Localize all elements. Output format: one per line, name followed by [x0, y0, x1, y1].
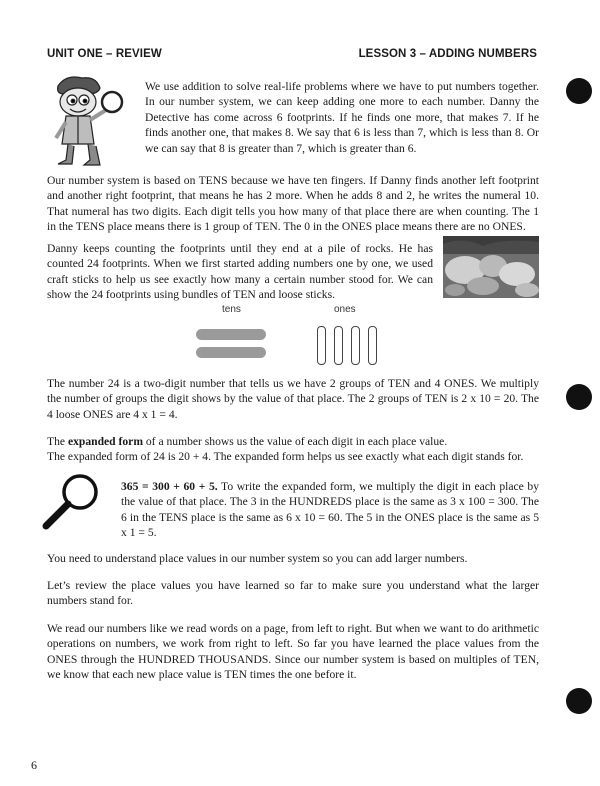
intro-paragraph: We use addition to solve real-life problems where we have to put numbers together. In our number system, we can keep adding one more to each number. Danny the Detective has come across 6 footprints. If he finds one more, that makes 7. If he finds another one, that makes 8. We say that 6 is less than 7, which is less than 8. Or we can say that 8 is greater than 7, which is greater than 6. [145, 80, 539, 155]
rocks-photo [443, 236, 539, 298]
binder-hole [566, 384, 592, 410]
tens-label: tens [222, 304, 241, 315]
ten-bundle [196, 329, 266, 340]
tens-paragraph: Our number system is based on TENS because we have ten fingers. If Danny finds another left footprint and another right footprint, that means he has 2 more. When he adds 8 and 2, he writes the numeral 10. That numeral has two digits. Each digit tells you how many of that place there are when counting. The 1 in the TENS place means there is 1 group of TEN. The 0 in the ONES place means there are no ONES. [47, 174, 539, 234]
text-span: To write the expanded form, we multiply the digit in each place by the value of that place. The 3 in the HUNDREDS place is the same as 3 x 100 = 300. The 6 in the TENS place is the same as 6 x 10 = 60. The 5 in the ONES place is the same as 5 x 1 = 5. [121, 480, 539, 540]
example-365-paragraph [121, 479, 539, 541]
text-span: of a number shows us the value of each digit in each place value. [142, 435, 448, 448]
example-equation: 365 = 300 + 60 + 5. [121, 480, 218, 493]
read-order-paragraph: We read our numbers like we read words on a page, from left to right. But when we want to do arithmetic operations on numbers, we work from right to left. So far you have learned the place values from the ONES through the HUNDRED THOUSANDS. Since our number system is based on multiples of TEN, we know that each new place value is TEN times the one before it. [47, 622, 539, 682]
magnifying-glass-icon [40, 470, 104, 532]
lesson-title: LESSON 3 – ADDING NUMBERS [358, 48, 537, 60]
detective-illustration [48, 72, 132, 170]
understand-paragraph: You need to understand place values in our number system so you can add larger numbers. [47, 552, 468, 565]
expanded-form-definition [47, 434, 547, 449]
loose-stick [368, 326, 377, 365]
loose-stick [334, 326, 343, 365]
ones-label: ones [334, 304, 356, 315]
text-span: The [47, 435, 68, 448]
term-expanded-form: expanded form [67, 435, 143, 448]
expanded-form-example-24: The expanded form of 24 is 20 + 4. The expanded form helps us see exactly what each digit stands for. [47, 450, 524, 463]
binder-hole [566, 688, 592, 714]
two-digit-paragraph: The number 24 is a two-digit number that tells us we have 2 groups of TEN and 4 ONES. We multiply the number of groups the digit shows by the value of that place. The 2 groups of TEN is 2 x 10 = 20. The 4 loose ONES are 4 x 1 = 4. [47, 377, 539, 421]
footprints-paragraph: Danny keeps counting the footprints until they end at a pile of rocks. He has counted 24 footprints. When we first started adding numbers one by one, we used craft sticks to help us see exactly how many a certain number stood for. We can show the 24 footprints using bundles of TEN and loose sticks. [47, 242, 433, 302]
loose-stick [317, 326, 326, 365]
page-number: 6 [31, 758, 37, 772]
unit-title: UNIT ONE – REVIEW [47, 48, 162, 60]
loose-stick [351, 326, 360, 365]
binder-hole [566, 78, 592, 104]
review-paragraph: Let’s review the place values you have learned so far to make sure you understand what the larger numbers stand for. [47, 579, 539, 608]
ten-bundle [196, 347, 266, 358]
